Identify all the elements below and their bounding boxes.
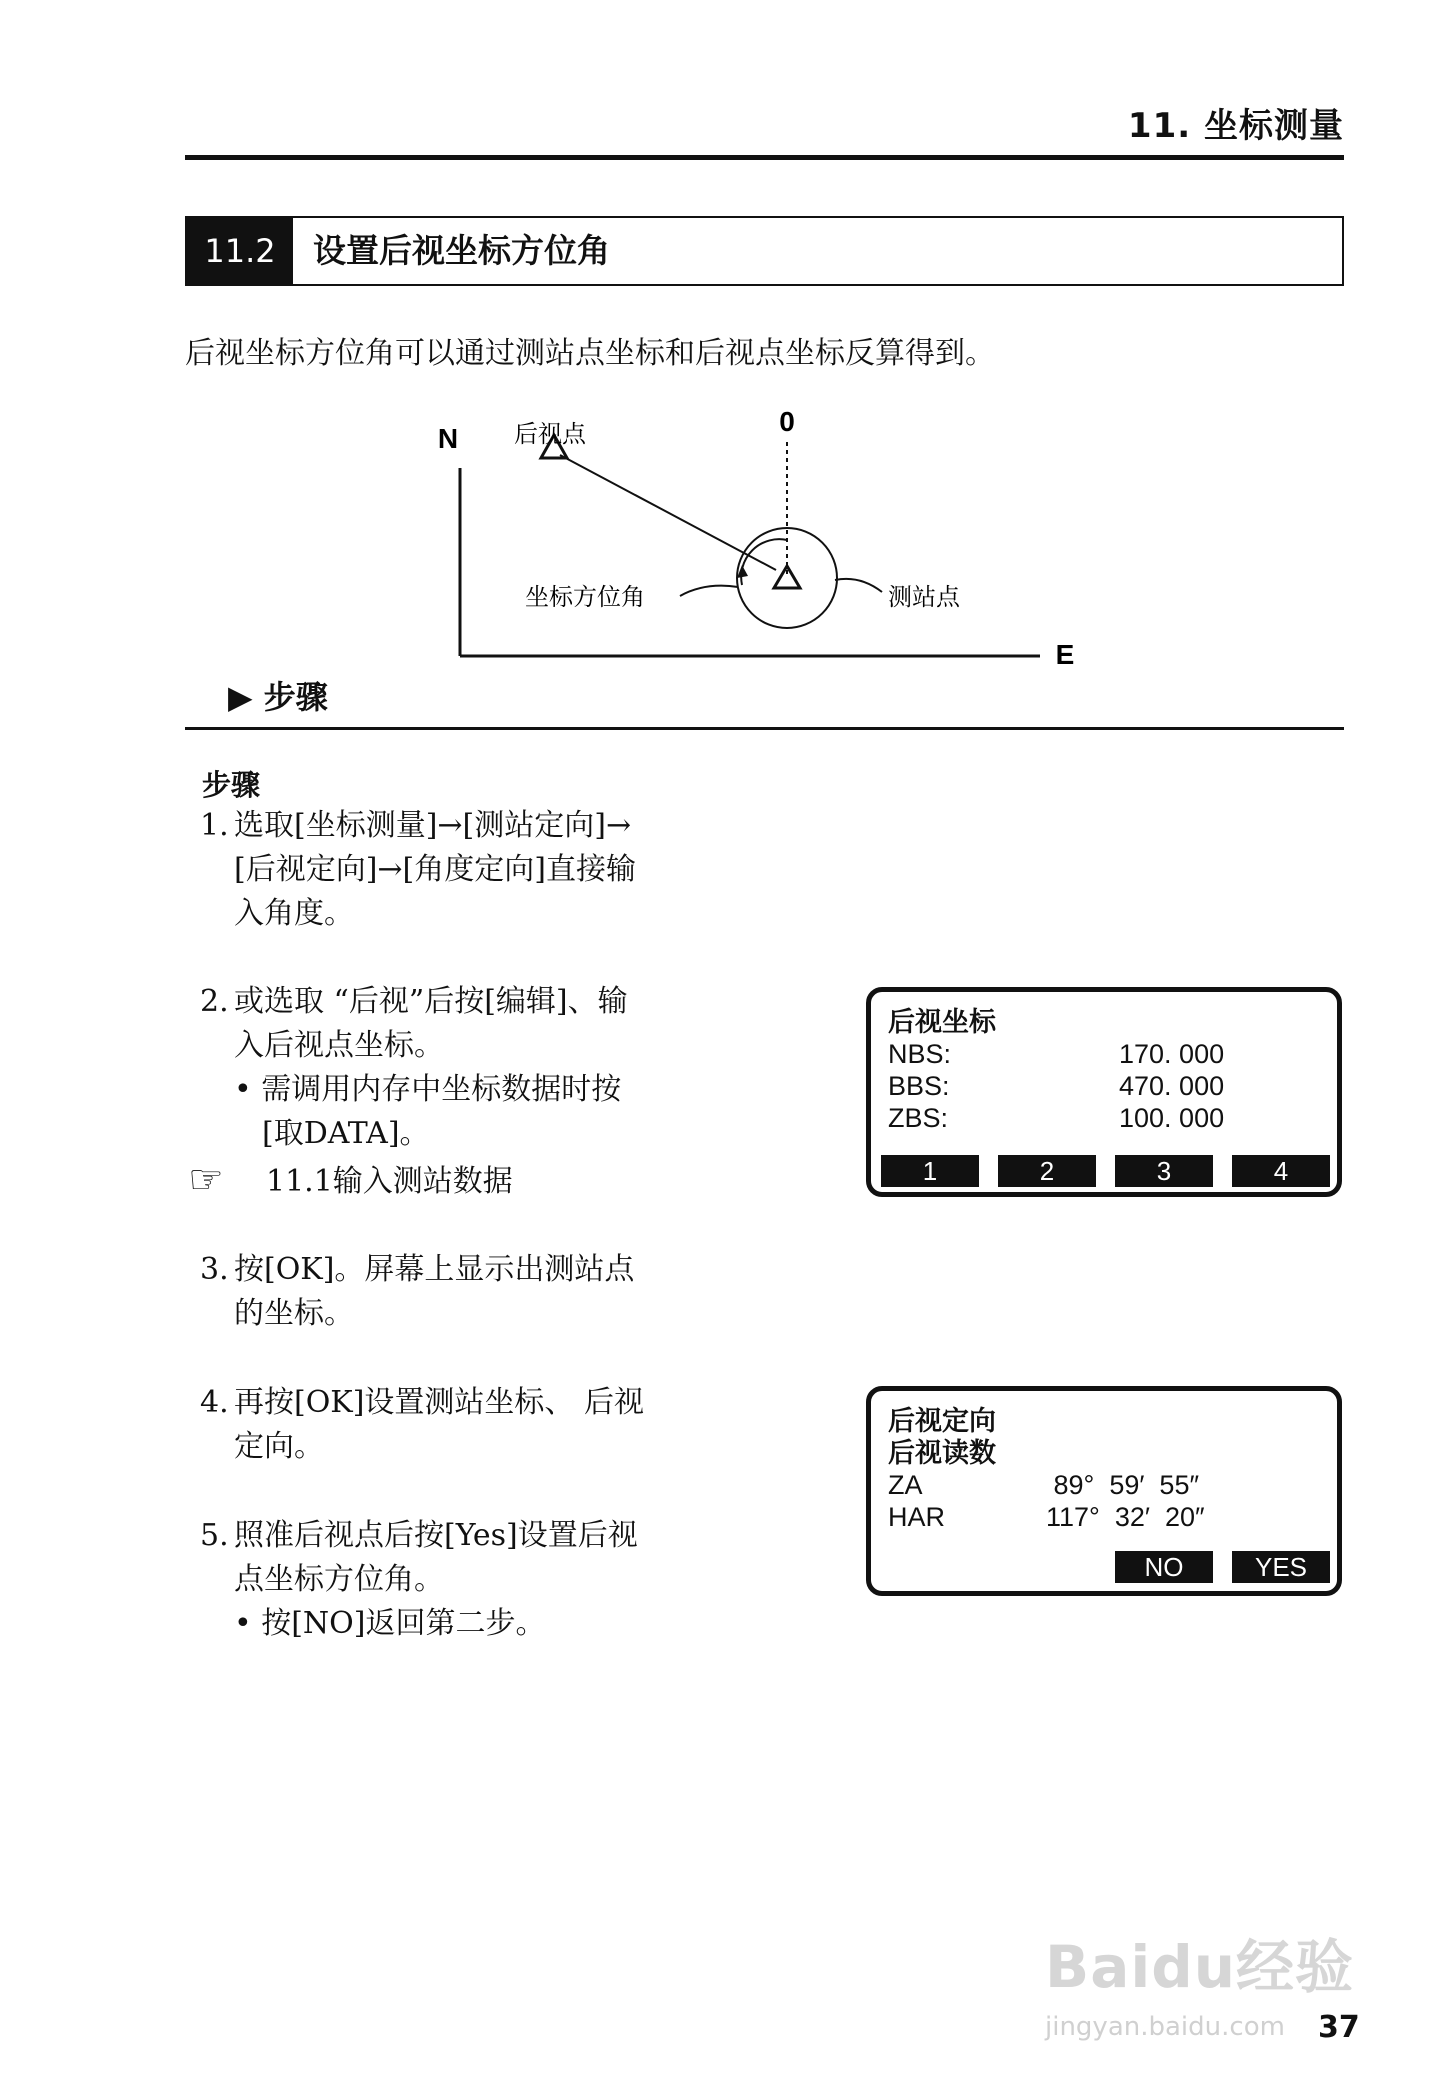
reference-link[interactable]: 11.1输入测站数据 (266, 1164, 513, 1199)
step-text: [后视定向]→[角度定向]直接输 (234, 852, 636, 887)
intro-paragraph: 后视坐标方位角可以通过测站点坐标和后视点坐标反算得到。 (185, 336, 995, 371)
azimuth-leader (680, 586, 738, 596)
lcd-screen-backsight-coords (866, 987, 1342, 1197)
azimuth-label: 坐标方位角 (525, 583, 645, 611)
za-value: 89° 59′ 55″ (1046, 1470, 1200, 1500)
step-bullet: [取DATA]。 (262, 1116, 430, 1151)
har-value: 117° 32′ 20″ (1046, 1502, 1205, 1532)
step-number: 1. (200, 808, 229, 843)
step-text: 或选取 “后视”后按[编辑]、输 (234, 984, 628, 1019)
step-number: 2. (200, 984, 229, 1019)
zbs-value: 100. 000 (1119, 1103, 1225, 1133)
step-bullet: • 按[NO]返回第二步。 (234, 1606, 546, 1641)
screen-title: 后视坐标 (888, 1007, 996, 1037)
step-text: 定向。 (234, 1429, 324, 1464)
step-text: 选取[坐标测量]→[测站定向]→ (234, 808, 632, 843)
watermark-logo: Baidu经验 (1045, 1933, 1355, 2001)
header-rule (185, 155, 1344, 160)
step-text: 的坐标。 (234, 1296, 354, 1331)
no-button[interactable]: NO (1115, 1551, 1213, 1583)
station-leader (835, 579, 882, 592)
section-title: 设置后视坐标方位角 (313, 231, 610, 270)
backsight-label: 后视点 (514, 420, 586, 448)
section-bar (185, 216, 1344, 286)
softkey-3[interactable]: 3 (1115, 1155, 1213, 1187)
har-label: HAR (888, 1502, 946, 1532)
lcd-screen-backsight-orientation (866, 1386, 1342, 1596)
steps-rule (185, 727, 1344, 730)
axis-n-label: N (437, 423, 459, 454)
chapter-title: 11. 坐标测量 (1127, 106, 1344, 146)
step-text: 入角度。 (234, 896, 354, 931)
section-number: 11.2 (187, 218, 293, 284)
softkey-4[interactable]: 4 (1232, 1155, 1330, 1187)
step-number: 5. (200, 1518, 229, 1553)
softkey-1[interactable]: 1 (881, 1155, 979, 1187)
yes-button[interactable]: YES (1232, 1551, 1330, 1583)
nbs-value: 170. 000 (1119, 1039, 1225, 1069)
step-text: 点坐标方位角。 (234, 1562, 444, 1597)
station-label: 测站点 (888, 583, 960, 611)
softkey-2[interactable]: 2 (998, 1155, 1096, 1187)
za-label: ZA (888, 1470, 923, 1500)
step-number: 3. (200, 1252, 229, 1287)
step-text: 入后视点坐标。 (234, 1028, 444, 1063)
step-number: 4. (200, 1385, 229, 1420)
bbs-value: 470. 000 (1119, 1071, 1225, 1101)
step-3 (200, 1248, 680, 1336)
steps-marker: ▶ 步骤 (228, 678, 328, 716)
step-bullet: • 需调用内存中坐标数据时按 (234, 1072, 622, 1107)
step-5 (200, 1514, 680, 1646)
bbs-label: BBS: (888, 1071, 950, 1101)
pointing-hand-icon: ☞ (188, 1157, 224, 1203)
nbs-label: NBS: (888, 1039, 952, 1069)
steps-heading: 步骤 (202, 768, 261, 802)
step-text: 再按[OK]设置测站坐标、 后视 (234, 1385, 644, 1420)
screen-subtitle: 后视读数 (888, 1438, 996, 1468)
step-text: 照准后视点后按[Yes]设置后视 (234, 1518, 638, 1553)
zero-label: 0 (779, 406, 795, 437)
watermark-url: jingyan.baidu.com (1045, 2012, 1285, 2042)
step-4 (200, 1381, 680, 1469)
axis-e-label: E (1055, 639, 1075, 670)
station-triangle (774, 566, 800, 588)
azimuth-diagram (430, 400, 1110, 700)
step-1 (200, 804, 680, 936)
zbs-label: ZBS: (888, 1103, 949, 1133)
step-text: 按[OK]。屏幕上显示出测站点 (234, 1252, 635, 1287)
screen-title: 后视定向 (888, 1406, 996, 1436)
page-number: 37 (1318, 2010, 1360, 2045)
step-2 (200, 980, 680, 1156)
